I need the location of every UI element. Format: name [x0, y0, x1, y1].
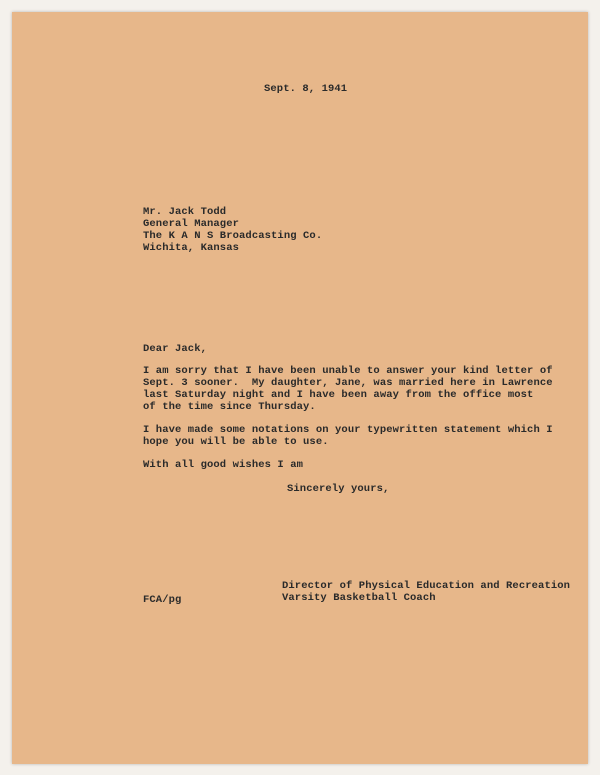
paragraph1-line-1: I am sorry that I have been unable to answer your kind letter of: [143, 365, 553, 377]
paragraph1-line-2: Sept. 3 sooner. My daughter, Jane, was married here in Lawrence: [143, 377, 553, 389]
salutation: Dear Jack,: [143, 343, 208, 355]
paragraph3: With all good wishes I am: [143, 459, 304, 471]
closing: Sincerely yours,: [287, 483, 390, 495]
typist-initials: FCA/pg: [143, 594, 182, 606]
paragraph2-line-1: I have made some notations on your typewritten statement which I: [143, 424, 553, 436]
paragraph1-line-4: of the time since Thursday.: [143, 401, 316, 413]
address-line-company: The K A N S Broadcasting Co.: [143, 230, 323, 242]
signature-title-2: Varsity Basketball Coach: [282, 592, 436, 604]
paragraph1-line-3: last Saturday night and I have been away from the office most: [143, 389, 534, 401]
address-line-title: General Manager: [143, 218, 240, 230]
signature-title-1: Director of Physical Education and Recreation: [282, 580, 571, 592]
paragraph2-line-2: hope you will be able to use.: [143, 436, 329, 448]
letter-paper: [12, 12, 588, 764]
letter-date: Sept. 8, 1941: [264, 83, 348, 95]
address-line-name: Mr. Jack Todd: [143, 206, 227, 218]
address-line-city: Wichita, Kansas: [143, 242, 240, 254]
